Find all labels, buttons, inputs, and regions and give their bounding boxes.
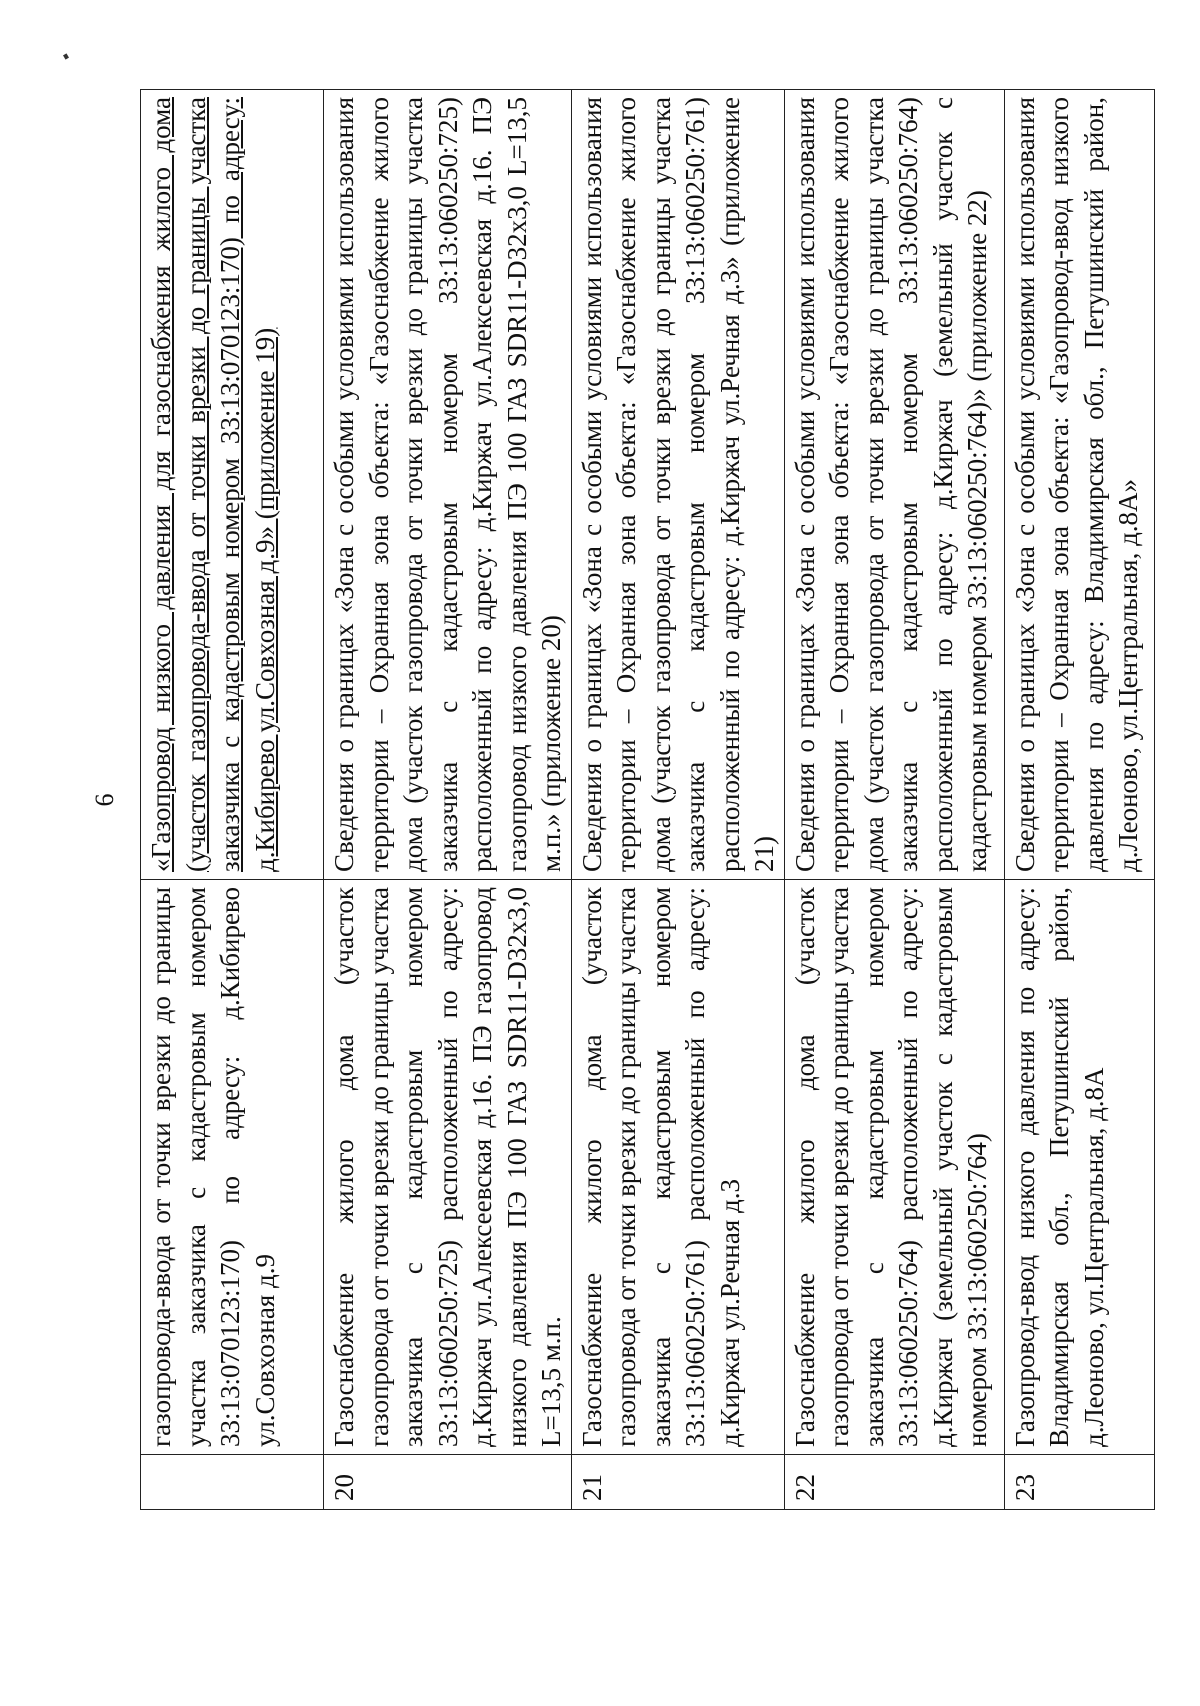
table-row: [324, 90, 572, 1510]
register-table: [140, 89, 1155, 1510]
zone-description: Сведения о границах «Зона с особыми условиями использования территории – Охранная зона объекта: «Газоснабжение жилого дома (участок газопровода от точки врезки до границы участка заказчика с кадастровым номером 33:13:060250:761) расположенный по адресу: д.Киржач ул.Речная д.3» (приложение 21): [571, 90, 784, 880]
table-row: [1004, 90, 1154, 1510]
zone-description: Сведения о границах «Зона с особыми условиями использования территории – Охранная зона объекта: «Газоснабжение жилого дома (участок газопровода от точки врезки до границы участка заказчика с кадастровым номером 33:13:060250:764) расположенный по адресу: д.Киржач (земельный участок с кадастровым номером 33:13:060250:764)» (приложение 22): [784, 90, 1004, 880]
row-number: 20: [324, 1455, 572, 1510]
object-description: газопровода-ввода от точки врезки до границы участка заказчика с кадастровым номером 33:13:070123:170) по адресу: д.Кибирево ул.Совхозная д.9: [141, 880, 324, 1455]
row-number: [141, 1455, 324, 1510]
row-number: 23: [1004, 1455, 1154, 1510]
table-row: [571, 90, 784, 1510]
table-row: [784, 90, 1004, 1510]
table-row: [141, 90, 324, 1510]
zone-description: Сведения о границах «Зона с особыми условиями использования территории – Охранная зона объекта: «Газопровод-ввод низкого давления по адресу: Владимирская обл., Петушинский район, д.Леоново, ул.Центральная, д.8А»: [1004, 90, 1154, 880]
page-number: 6: [90, 793, 119, 807]
row-number: 21: [571, 1455, 784, 1510]
zone-description: Сведения о границах «Зона с особыми условиями использования территории – Охранная зона объекта: «Газоснабжение жилого дома (участок газопровода от точки врезки до границы участка заказчика с кадастровым номером 33:13:060250:725) расположенный по адресу: д.Киржач ул.Алексеевская д.16. ПЭ газопровод низкого давления ПЭ 100 ГАЗ SDR11-D32х3,0 L=13,5 м.п.» (приложение 20): [324, 90, 572, 880]
zone-description: «Газопровод низкого давления для газоснабжения жилого дома (участок газопровода-ввода от точки врезки до границы участка заказчика с кадастровым номером 33:13:070123:170) по адресу: д.Кибирево ул.Совхозная д.9» (приложение 19): [141, 90, 324, 880]
object-description: Газоснабжение жилого дома (участок газопровода от точки врезки до границы участка заказчика с кадастровым номером 33:13:060250:764) расположенный по адресу: д.Киржач (земельный участок с кадастровым номером 33:13:060250:764): [784, 880, 1004, 1455]
object-description: Газопровод-ввод низкого давления по адресу: Владимирская обл., Петушинский район, д.Леоново, ул.Центральная, д.8А: [1004, 880, 1154, 1455]
row-number: 22: [784, 1455, 1004, 1510]
object-description: Газоснабжение жилого дома (участок газопровода от точки врезки до границы участка заказчика с кадастровым номером 33:13:060250:761) расположенный по адресу: д.Киржач ул.Речная д.3: [571, 880, 784, 1455]
rotated-page: [84, 90, 1143, 1510]
scan-mark: [63, 53, 69, 59]
object-description: Газоснабжение жилого дома (участок газопровода от точки врезки до границы участка заказчика с кадастровым номером 33:13:060250:725) расположенный по адресу: д.Киржач ул.Алексеевская д.16. ПЭ газопровод низкого давления ПЭ 100 ГАЗ SDR11-D32х3,0 L=13,5 м.п.: [324, 880, 572, 1455]
